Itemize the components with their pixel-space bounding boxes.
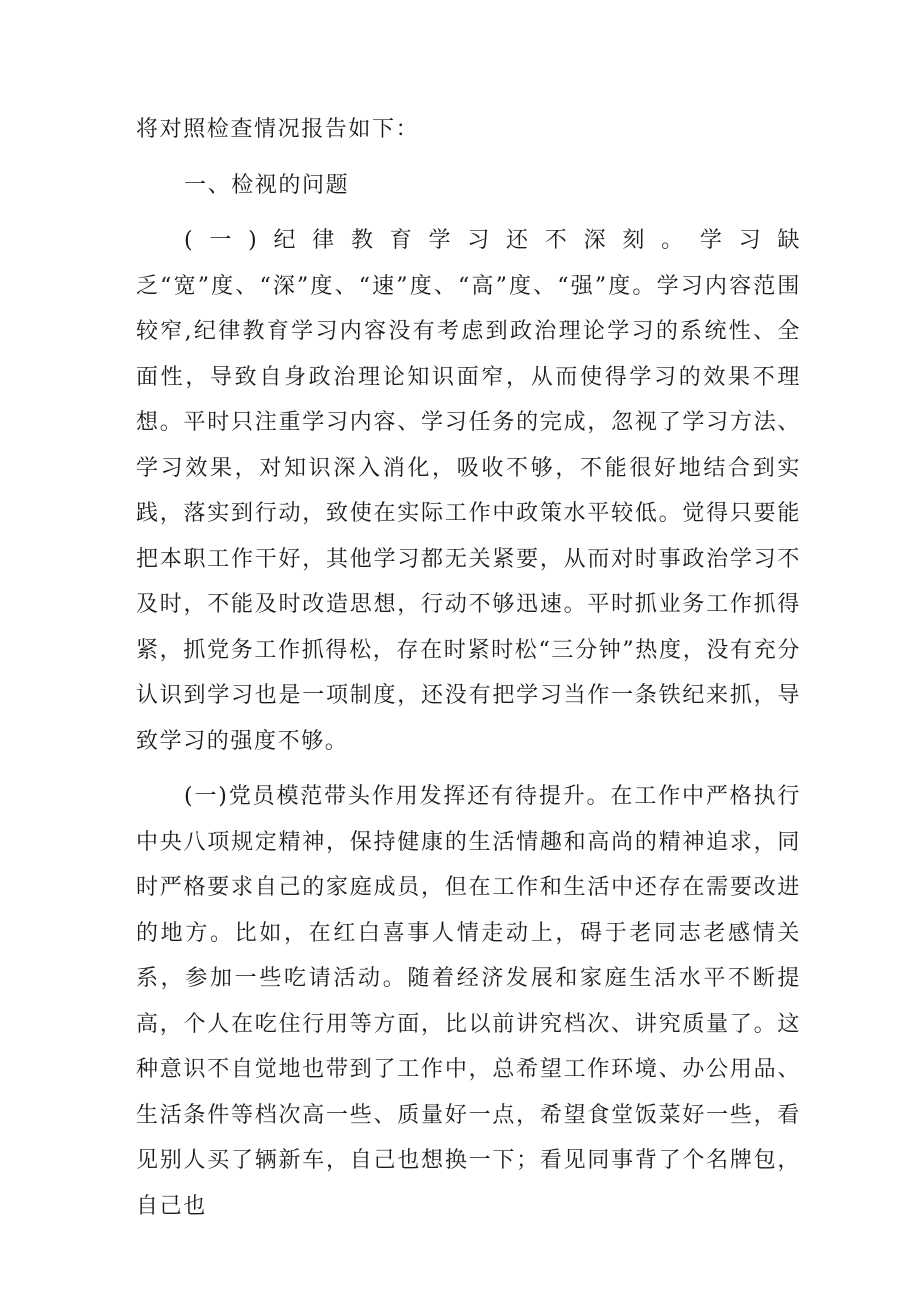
paragraph-discipline-study: (一)纪律教育学习还不深刻。学习缺乏“宽”度、“深”度、“速”度、“高”度、“强”度。学习内容范围较窄,纪律教育学习内容没有考虑到政治理论学习的系统性、全面性，导致自身政治理论知识面窄，从而使得学习的效果不理想。平时只注重学习内容、学习任务的完成，忽视了学习方法、学习效果，对知识深入消化，吸收不够，不能很好地结合到实践，落实到行动，致使在实际工作中政策水平较低。觉得只要能把本职工作干好，其他学习都无关紧要，从而对时事政治学习不及时，不能及时改造思想，行动不够迅速。平时抓业务工作抓得紧，抓党务工作抓得松，存在时紧时松“三分钟”热度，没有充分认识到学习也是一项制度，还没有把学习当作一条铁纪来抓，导致学习的强度不够。 xyxy=(136,228,801,754)
document-page xyxy=(136,107,801,1229)
opening-line: 将对照检查情况报告如下： xyxy=(136,117,420,142)
paragraph-party-member-role: (一)党员模范带头作用发挥还有待提升。在工作中严格执行中央八项规定精神，保持健康的生活情趣和高尚的精神追求，同时严格要求自己的家庭成员，但在工作和生活中还存在需要改进的地方。比如，在红白喜事人情走动上，碍于老同志老感情关系，参加一些吃请活动。随着经济发展和家庭生活水平不断提高，个人在吃住行用等方面，比以前讲究档次、讲究质量了。这种意识不自觉地也带到了工作中，总希望工作环境、办公用品、生活条件等档次高一些、质量好一点，希望食堂饭菜好一些，看见别人买了辆新车，自己也想换一下；看见同事背了个名牌包，自己也 xyxy=(136,784,801,1219)
section-heading: 一、检视的问题 xyxy=(184,172,350,198)
